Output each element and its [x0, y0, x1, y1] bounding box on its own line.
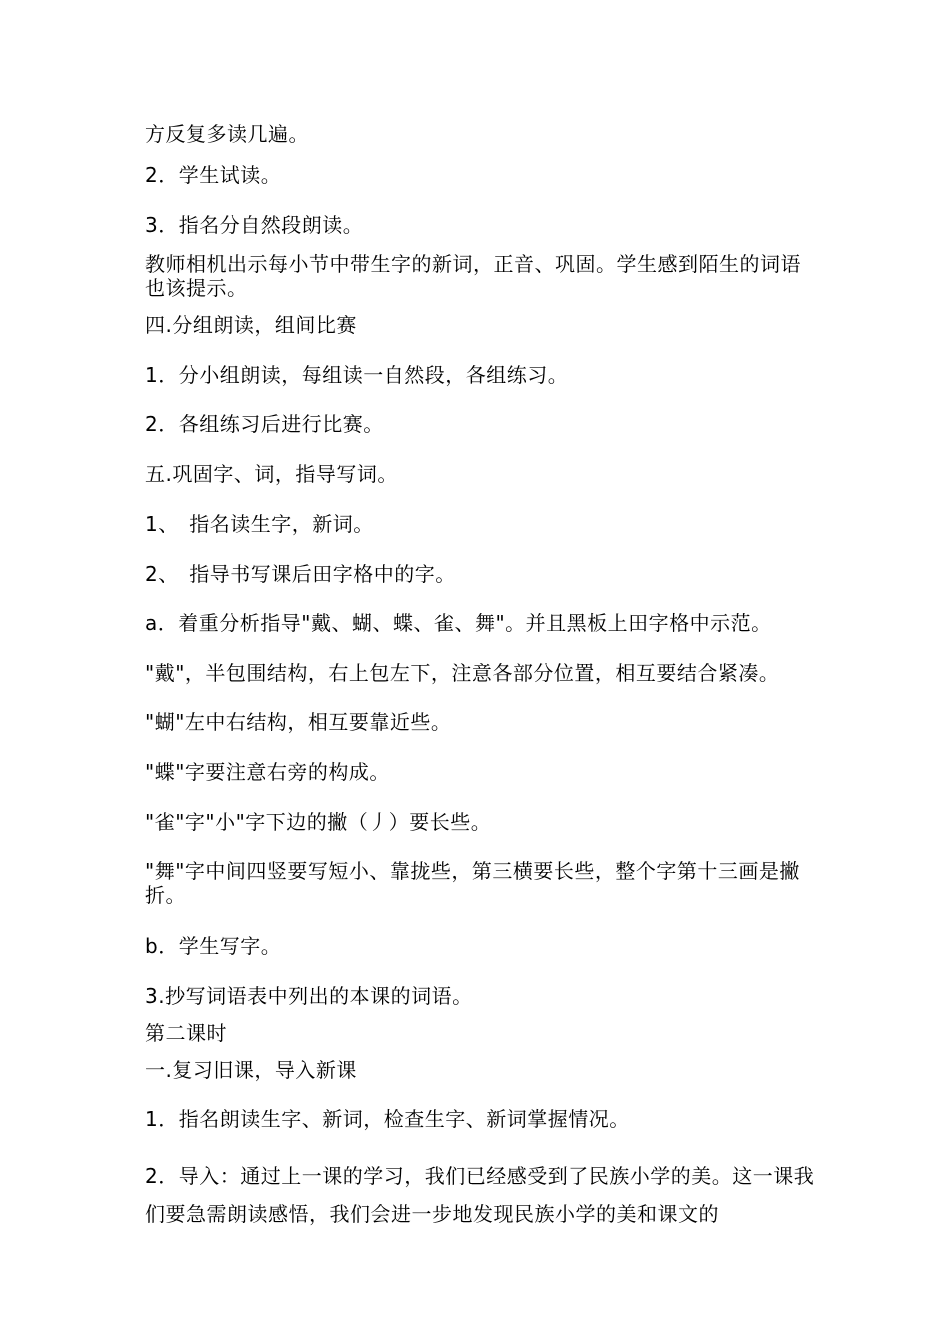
text-line: 1．分小组朗读，每组读一自然段，各组练习。: [145, 363, 569, 387]
text-line: b．学生写字。: [145, 934, 282, 958]
text-line: "戴"，半包围结构，右上包左下，注意各部分位置，相互要结合紧凑。: [145, 661, 780, 685]
text-line: "蝶"字要注意右旁的构成。: [145, 760, 390, 784]
text-line: 1．指名朗读生字、新词，检查生字、新词掌握情况。: [145, 1107, 630, 1131]
section-heading: 第二课时: [145, 1021, 227, 1045]
section-heading: 一.复习旧课，导入新课: [145, 1058, 357, 1082]
text-line: 教师相机出示每小节中带生字的新词，正音、巩固。学生感到陌生的词语也该提示。: [145, 252, 801, 300]
text-line: "雀"字"小"字下边的撇（丿）要长些。: [145, 810, 492, 834]
section-heading: 四.分组朗读，组间比赛: [145, 313, 357, 337]
section-heading: 五.巩固字、词，指导写词。: [145, 462, 398, 486]
text-line: 2、 指导书写课后田字格中的字。: [145, 562, 456, 586]
text-line: "舞"字中间四竖要写短小、靠拢些，第三横要长些，整个字第十三画是撇折。: [145, 859, 800, 907]
text-line: 2．各组练习后进行比赛。: [145, 412, 384, 436]
text-line: 2．学生试读。: [145, 163, 282, 187]
text-line: 3.抄写词语表中列出的本课的词语。: [145, 984, 473, 1008]
text-line: 2．导入：通过上一课的学习，我们已经感受到了民族小学的美。这一课我们要急需朗读感悟，我们会进一步地发现民族小学的美和课文的: [145, 1164, 815, 1226]
text-line: 方反复多读几遍。: [145, 122, 309, 146]
text-line: 1、 指名读生字，新词。: [145, 512, 374, 536]
text-line: 3．指名分自然段朗读。: [145, 213, 364, 237]
text-line: "蝴"左中右结构，相互要靠近些。: [145, 710, 452, 734]
text-line: a．着重分析指导"戴、蝴、蝶、雀、舞"。并且黑板上田字格中示范。: [145, 611, 772, 635]
